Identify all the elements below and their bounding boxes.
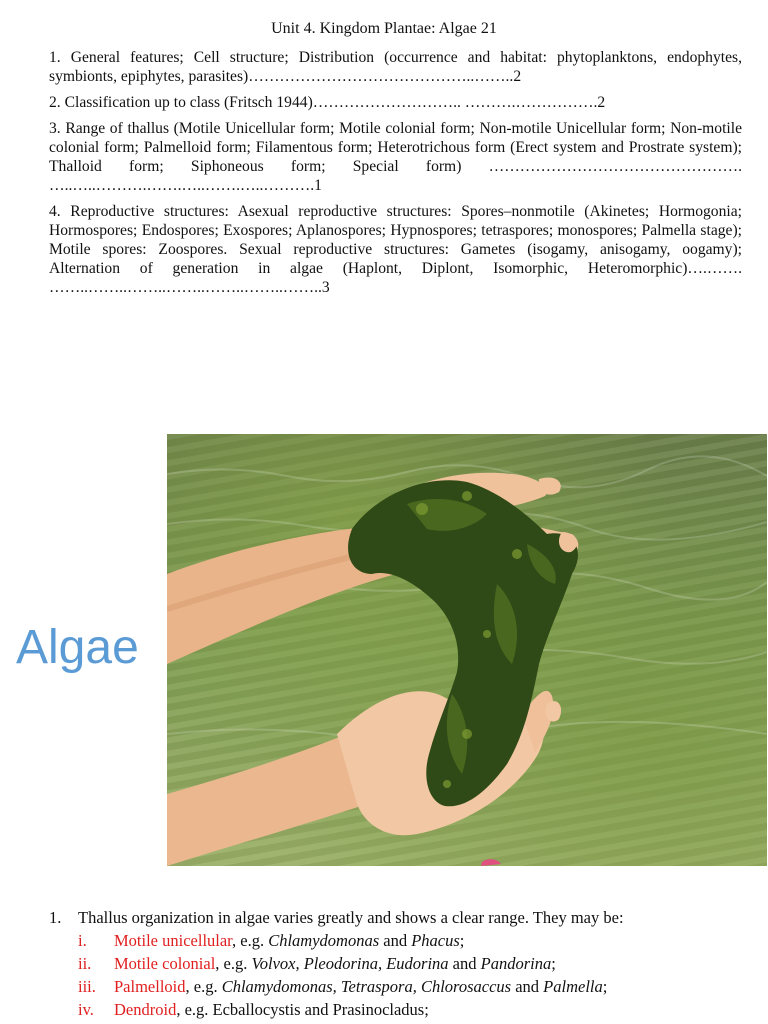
list-item [49, 952, 749, 975]
example-species: Chlamydomonas, Tetraspora, Chlorosaccus [221, 977, 512, 996]
list-item-text: Thallus organization in algae varies greatly and shows a clear range. They may be: [78, 908, 624, 927]
algae-heading: Algae [16, 621, 139, 674]
roman-numeral: ii. [78, 954, 92, 973]
list-item-text [114, 975, 607, 998]
page-header: Unit 4. Kingdom Plantae: Algae 21 [271, 20, 497, 37]
thallus-organization-list [49, 906, 749, 1021]
list-item-text [114, 952, 556, 975]
algae-photo [167, 434, 767, 866]
text-fragment: ; [602, 977, 608, 996]
list-number: 1. [49, 908, 62, 927]
toc-entry: 3. Range of thallus (Motile Unicellular form; Motile colonial form; Non-motile Unicellular form; Non-motile colonial form; Palmelloid form; Filamentous form; Heterotrichous form (Erect system and Prostrate system); Thalloid form; Siphoneous form; Special form) …………………………………………. …..…..……….…….…..…….…..……….1 [49, 120, 742, 194]
text-fragment: , e.g. [215, 954, 252, 973]
thallus-type: Dendroid [114, 1000, 177, 1019]
list-item-text [114, 929, 464, 952]
text-fragment: and [379, 931, 412, 950]
example-species: Phacus [411, 931, 460, 950]
example-species: Volvox, Pleodorina, Eudorina [251, 954, 449, 973]
toc-entry: 4. Reproductive structures: Asexual reproductive structures: Spores–nonmotile (Akinetes; Hormogonia; Hormospores; Endospores; Exospores; Aplanospores; Hypnospores; tetraspores; monospores; Palmella stage); Motile spores: Zoospores. Sexual reproductive structures: Gametes (isogamy, anisogamy, oogamy); Alternation of generation in algae (Haplont, Diplont, Isomorphic, Heteromorphic)….……. ……..……..……..……..……..……..……..3 [49, 203, 742, 296]
text-fragment: , e.g. [232, 931, 269, 950]
list-item [49, 975, 749, 998]
text-fragment: , e.g. Ecballocystis and Prasinocladus; [176, 1000, 429, 1019]
list-item [49, 906, 749, 929]
text-fragment: ; [459, 931, 465, 950]
list-item-text [114, 998, 429, 1021]
toc-entry: 1. General features; Cell structure; Distribution (occurrence and habitat: phytoplanktons, endophytes, symbionts, epiphytes, parasites)……………………………………..……..2 [49, 49, 742, 85]
example-species: Chlamydomonas [268, 931, 380, 950]
example-species: Palmella [543, 977, 603, 996]
text-fragment: and [511, 977, 544, 996]
table-of-contents [49, 48, 742, 304]
toc-entry: 2. Classification up to class (Fritsch 1944)……………………….. ……….…………….2 [49, 94, 606, 111]
text-fragment: and [448, 954, 481, 973]
roman-numeral: iii. [78, 977, 96, 996]
list-item [49, 929, 749, 952]
hands-holding-algae-illustration [167, 434, 767, 866]
thallus-type: Motile unicellular [114, 931, 233, 950]
list-item [49, 998, 749, 1021]
roman-numeral: i. [78, 931, 87, 950]
roman-numeral: iv. [78, 1000, 94, 1019]
thallus-type: Motile colonial [114, 954, 216, 973]
example-species: Pandorina [480, 954, 552, 973]
text-fragment: ; [551, 954, 556, 973]
text-fragment: , e.g. [185, 977, 222, 996]
thallus-type: Palmelloid [114, 977, 186, 996]
